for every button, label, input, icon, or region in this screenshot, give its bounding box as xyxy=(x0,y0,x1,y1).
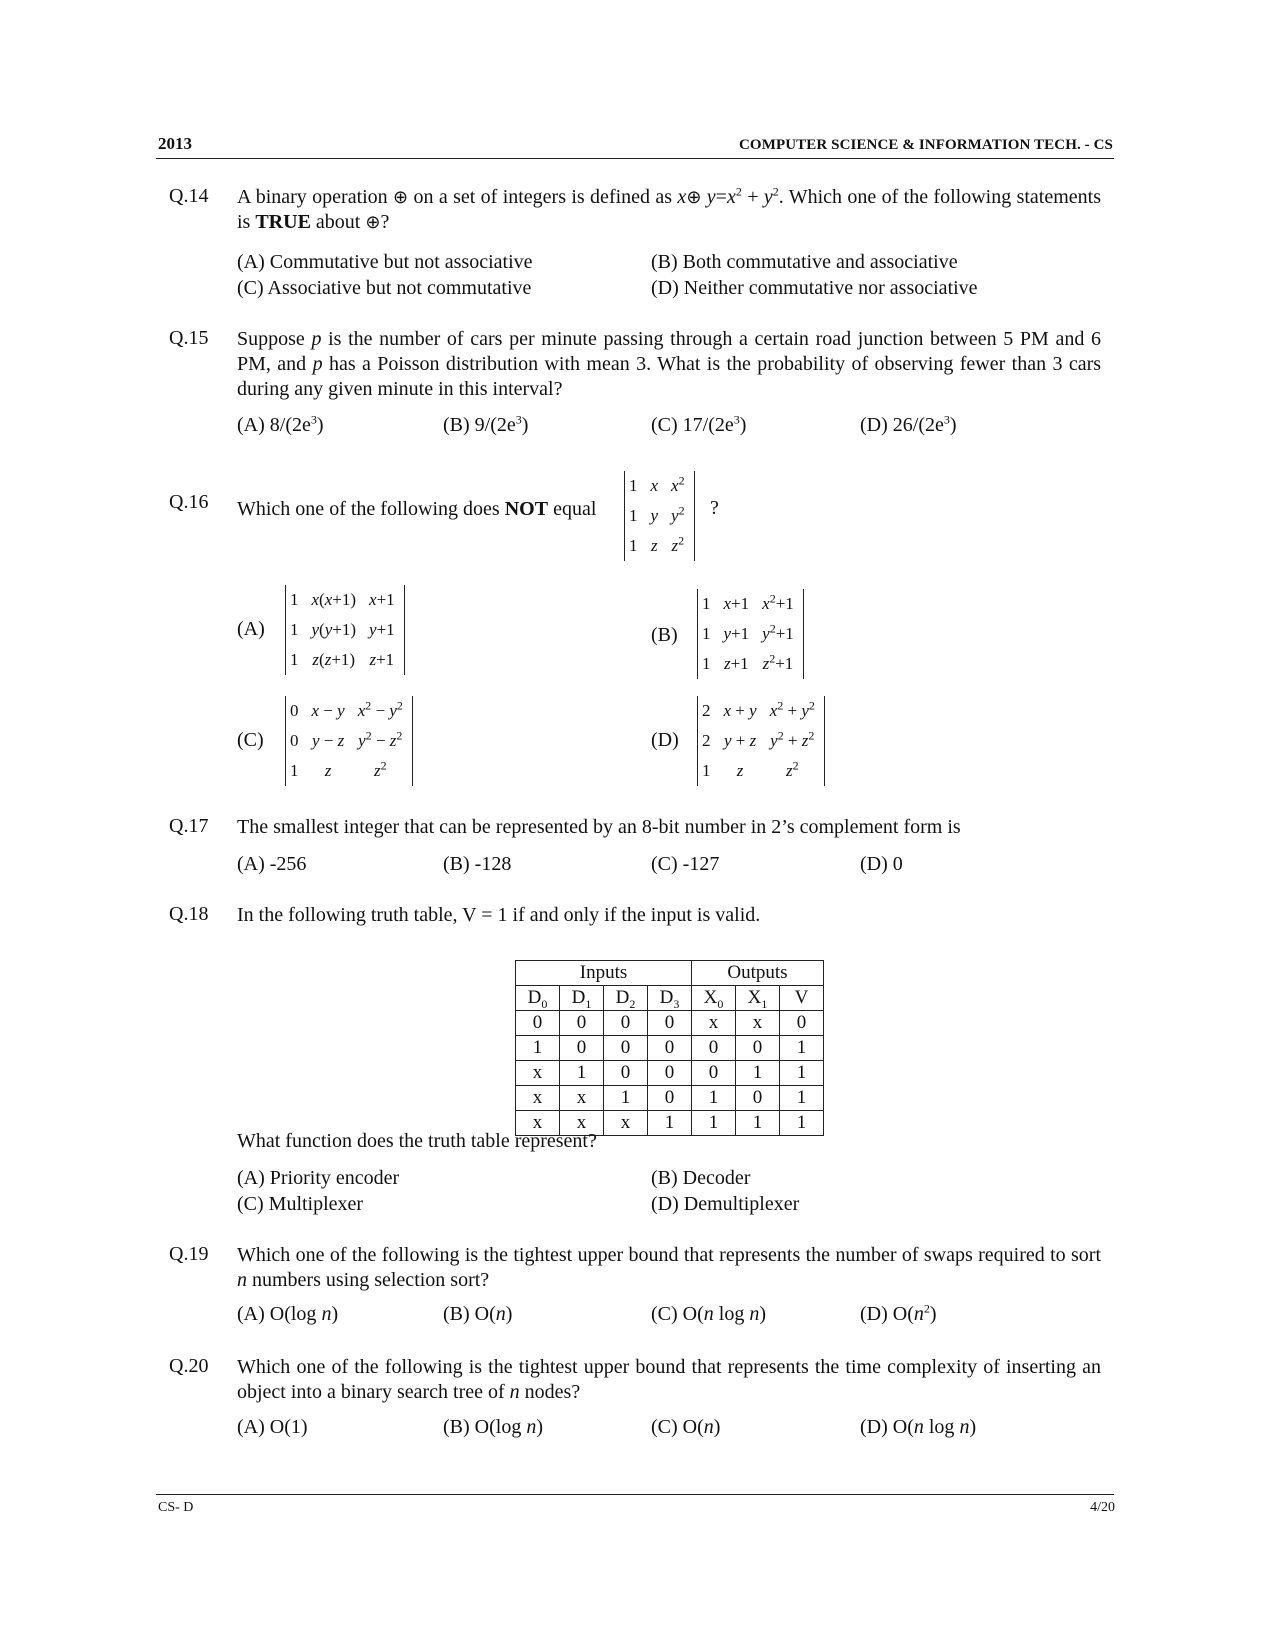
q15-option-c: (C) $17/(2e^3)$ xyxy=(651,412,747,436)
q16-label-b: (B) xyxy=(651,624,678,646)
q20-option-c: (C) O(n) xyxy=(651,1416,721,1438)
q20-option-a: (A) O(1) xyxy=(237,1416,308,1438)
q15-option-a: (A) $8/(2e^3)$ xyxy=(237,412,324,436)
table-row: 0 0 0 0 x x 0 xyxy=(516,1011,824,1036)
q18-question: What function does the truth table represent? xyxy=(237,1130,597,1152)
q14-option-d: (D) Neither commutative nor associative xyxy=(651,277,978,299)
table-row: x x 1 0 1 0 1 xyxy=(516,1086,824,1111)
q16-question-mark: ? xyxy=(710,497,719,519)
q18-option-b: (B) Decoder xyxy=(651,1167,751,1189)
q16-label-a: (A) xyxy=(237,618,265,640)
q16-text: Which one of the following does NOT equal xyxy=(237,498,597,520)
table-row: 1 0 0 0 0 0 1 xyxy=(516,1036,824,1061)
q16-determinant-b: 1 x+1 $x^2+1$ 1 y+1 $y^2+1$ 1 z+1 $z^2+1$ xyxy=(697,589,804,679)
q14-option-a: (A) Commutative but not associative xyxy=(237,251,533,273)
header-subject: COMPUTER SCIENCE & INFORMATION TECH. - CS xyxy=(739,137,1113,153)
q14-option-c: (C) Associative but not commutative xyxy=(237,277,532,299)
q14-option-b: (B) Both commutative and associative xyxy=(651,251,958,273)
footer-page-number: 4/20 xyxy=(1090,1500,1115,1515)
q15-text: Suppose p is the number of cars per minute passing through a certain road junction between 5 PM and 6 PM, and p has a Poisson distribution with mean 3. What is the probability of observing fewer than 3 cars during any given minute in this interval? xyxy=(237,328,1102,400)
q17-option-a: (A) -256 xyxy=(237,853,307,875)
q16-determinant-c: 0 x − y $x^2 - y^2$ 0 y − z $y^2 - z^2$ 1 z $z^2$ xyxy=(285,696,413,786)
oplus-icon: ⊕ xyxy=(393,187,409,208)
q20-number: Q.20 xyxy=(169,1355,209,1377)
q15-option-b: (B) $9/(2e^3)$ xyxy=(443,412,529,436)
q18-option-a: (A) Priority encoder xyxy=(237,1167,400,1189)
q16-determinant-a: 1 x(x+1) x+1 1 y(y+1) y+1 1 z(z+1) z+1 xyxy=(285,585,405,675)
truth-table-outputs-header: Outputs xyxy=(692,961,824,986)
q19-option-a: (A) O(log n) xyxy=(237,1303,339,1325)
header-rule xyxy=(156,158,1114,159)
q19-text: Which one of the following is the tightest upper bound that represents the number of swaps required to sort n numbers using selection sort? xyxy=(237,1244,1101,1291)
header-year: 2013 xyxy=(158,134,192,153)
q17-option-c: (C) -127 xyxy=(651,853,720,875)
q18-option-c: (C) Multiplexer xyxy=(237,1193,364,1215)
q18-option-d: (D) Demultiplexer xyxy=(651,1193,800,1215)
q18-number: Q.18 xyxy=(169,903,209,925)
q20-option-d: (D) O(n log n) xyxy=(860,1416,977,1438)
q16-label-d: (D) xyxy=(651,729,679,751)
q15-option-d: (D) $26/(2e^3)$ xyxy=(860,412,957,436)
q14-text: A binary operation ⊕ on a set of integers is defined as x⊕ $y=x^2 + y^2$. Which one of the following statements is TRUE about ⊕? xyxy=(237,184,1101,233)
q16-number: Q.16 xyxy=(169,491,209,513)
q16-main-determinant: 1 x $x^2$ 1 y $y^2$ 1 z $z^2$ xyxy=(624,471,695,561)
q19-option-d: (D) $O(n^2)$ xyxy=(860,1301,937,1325)
table-row: x 1 0 0 0 1 1 xyxy=(516,1061,824,1086)
q19-option-b: (B) O(n) xyxy=(443,1303,513,1325)
q18-text: In the following truth table, V = 1 if and only if the input is valid. xyxy=(237,904,761,926)
q20-option-b: (B) O(log n) xyxy=(443,1416,543,1438)
footer-rule xyxy=(156,1494,1114,1495)
footer-code: CS- D xyxy=(158,1500,194,1515)
q16-determinant-d: 2 x + y $x^2 + y^2$ 2 y + z $y^2 + z^2$ 1 z $z^2$ xyxy=(697,696,825,786)
q17-text: The smallest integer that can be represented by an 8-bit number in 2’s complement form is xyxy=(237,816,961,838)
q17-option-d: (D) 0 xyxy=(860,853,903,875)
q19-option-c: (C) O(n log n) xyxy=(651,1303,766,1325)
truth-table-inputs-header: Inputs xyxy=(516,961,692,986)
table-row: x x x 1 1 1 1 xyxy=(516,1111,824,1136)
q17-option-b: (B) -128 xyxy=(443,853,512,875)
q14-number: Q.14 xyxy=(169,185,209,207)
q15-number: Q.15 xyxy=(169,327,209,349)
q17-number: Q.17 xyxy=(169,815,209,837)
truth-table-column-row: $D_0$ $D_1$ $D_2$ $D_3$ $X_0$ $X_1$ V xyxy=(516,986,824,1011)
truth-table xyxy=(515,960,824,1136)
q16-label-c: (C) xyxy=(237,729,264,751)
q19-number: Q.19 xyxy=(169,1243,209,1265)
q20-text: Which one of the following is the tightest upper bound that represents the time complexity of inserting an object into a binary search tree of n nodes? xyxy=(237,1356,1101,1403)
